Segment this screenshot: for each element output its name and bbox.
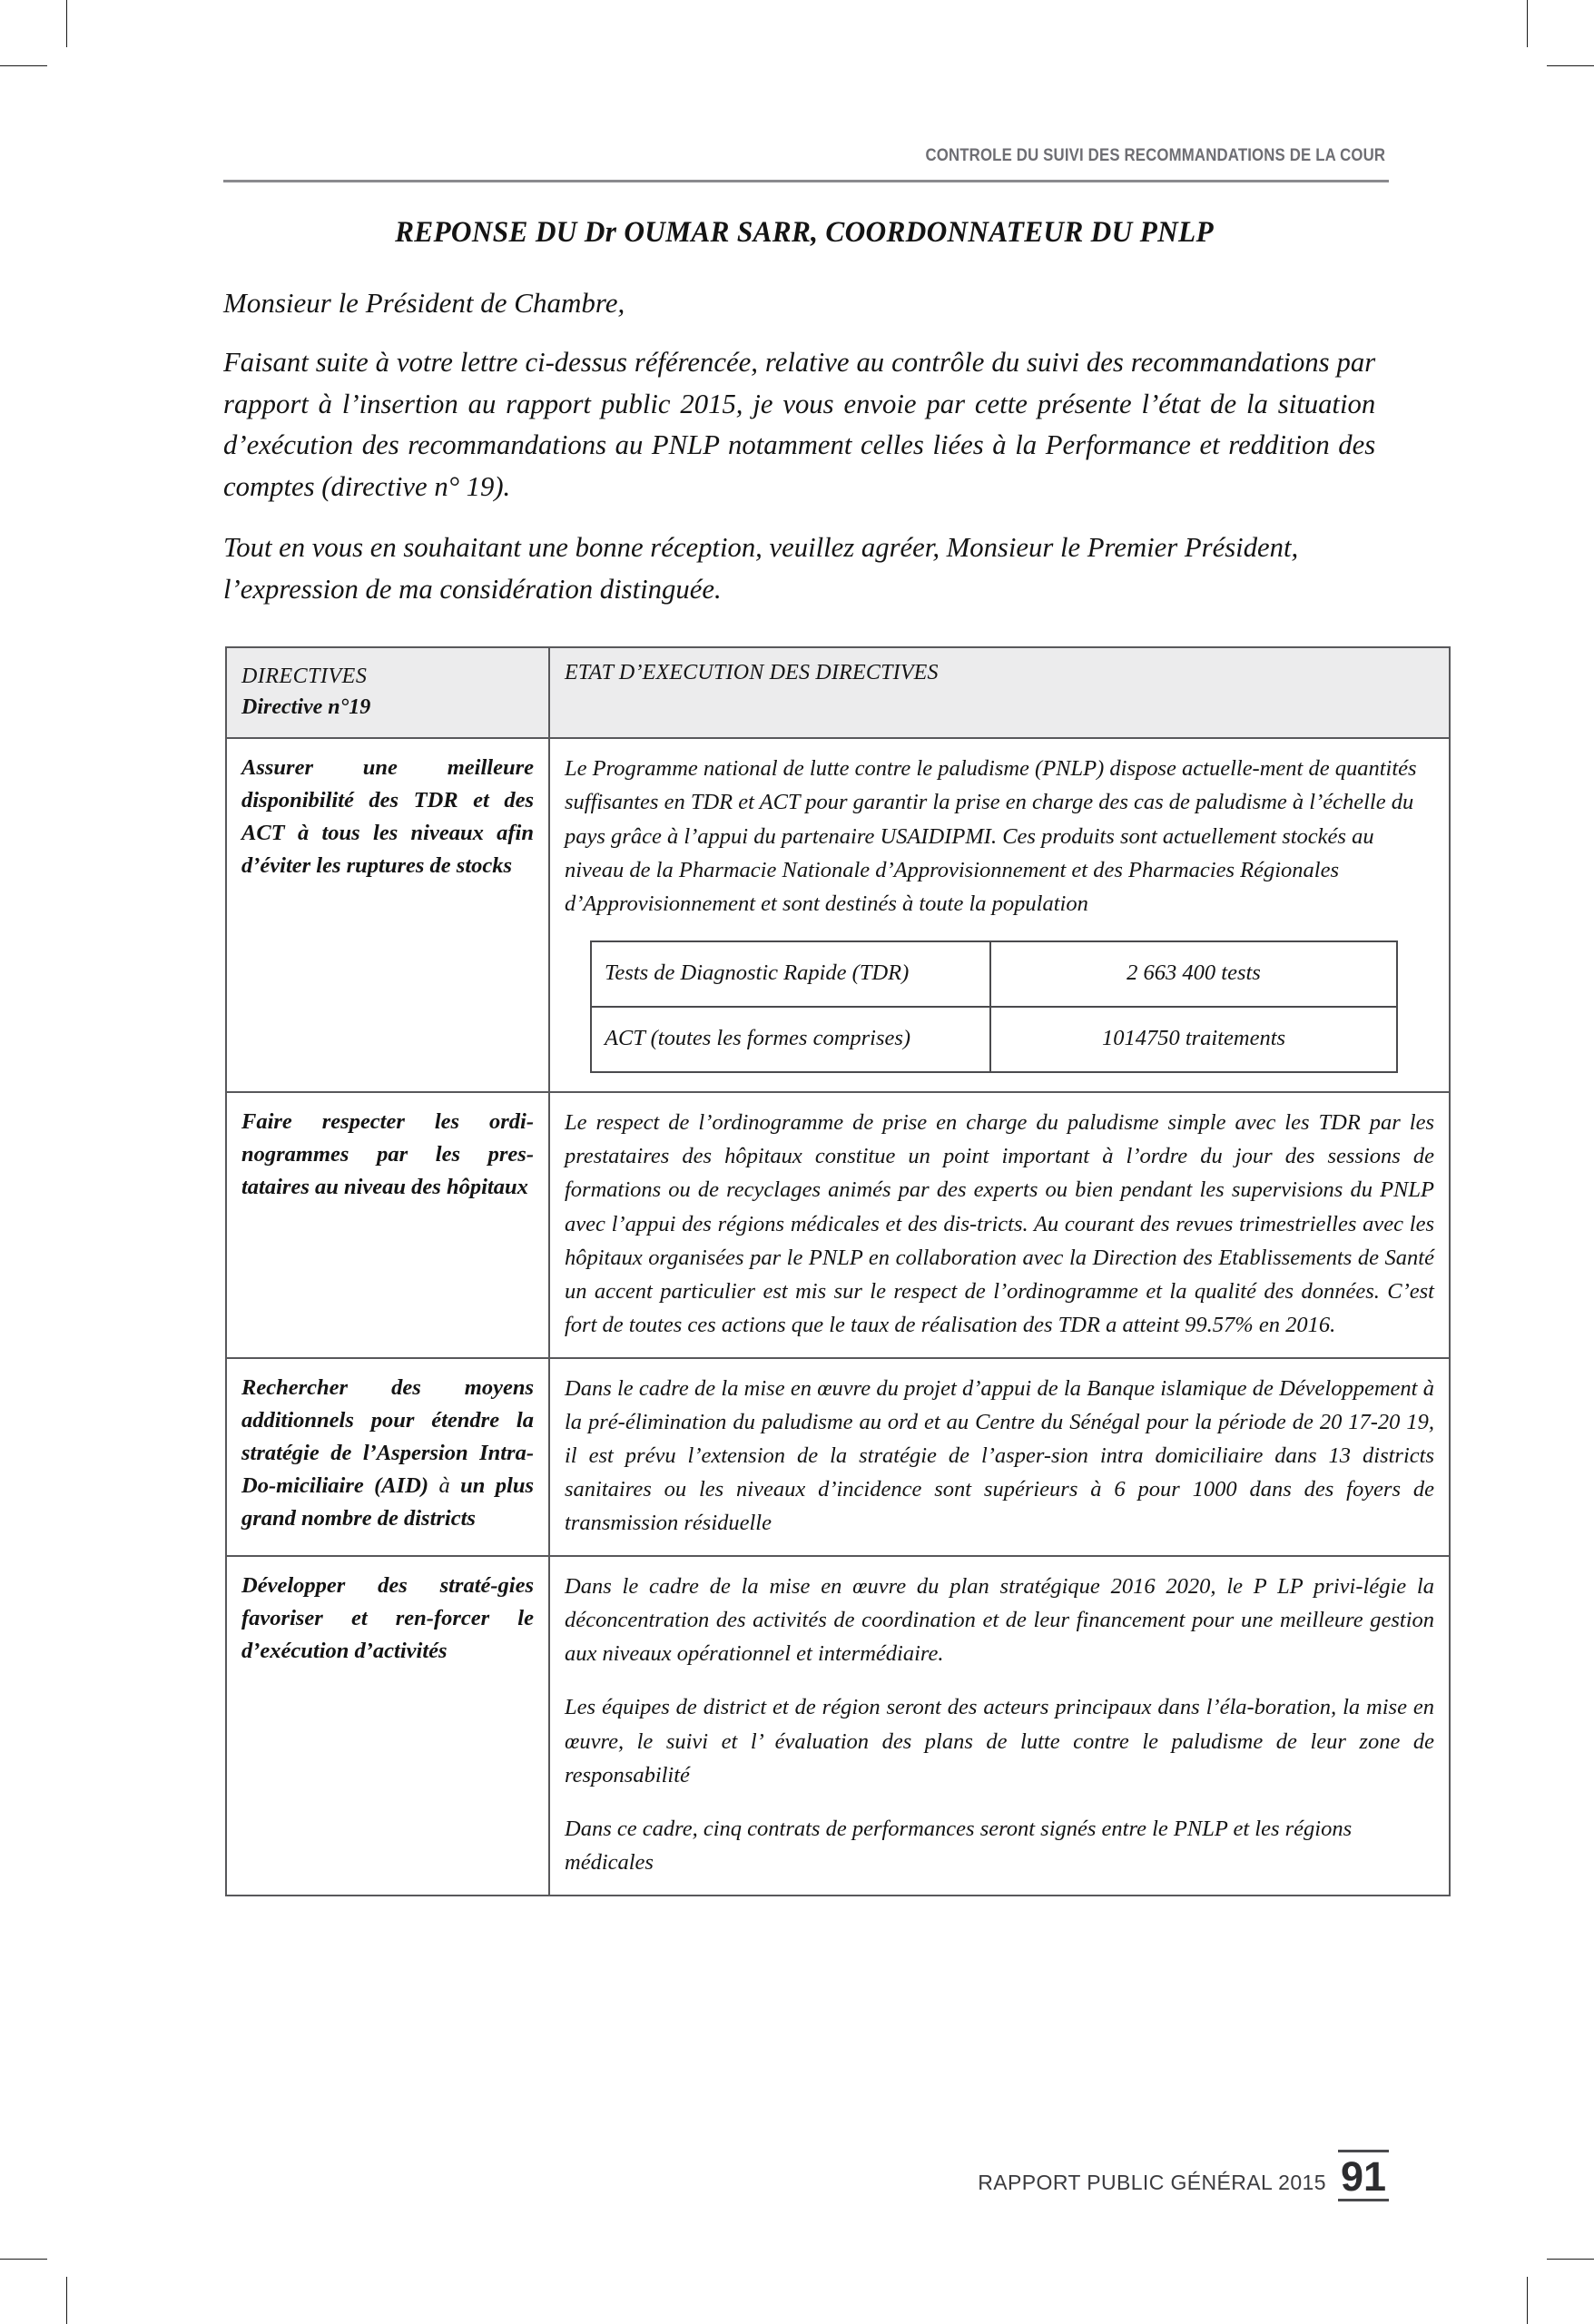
page-title: REPONSE DU Dr OUMAR SARR, COORDONNATEUR DU PNLP — [395, 216, 1214, 249]
execution-paragraph: Dans le cadre de la mise en œuvre du projet d’appui de la Banque islamique de Développement à la pré-élimination du paludisme au ord et au Centre du Sénégal pour la période de 20 17-20 19, il est prévu l’extension de la stratégie de l’asper-sion intra domiciliaire dans 13 districts sanitaires ou les niveaux d’incidence sont supérieurs à 6 pour 1000 dans des foyers de transmission résiduelle — [565, 1375, 1434, 1536]
execution-cell-1 — [549, 738, 1450, 1092]
crop-mark-bottom-right-horizontal — [1547, 2259, 1594, 2260]
directives-table — [225, 646, 1451, 1896]
table-row — [226, 738, 1450, 1092]
letter-paragraph-2: Tout en vous en souhaitant une bonne réception, veuillez agréer, Monsieur le Premier Président, l’expression de ma considération distinguée. — [223, 531, 1299, 605]
crop-mark-top-right-horizontal — [1547, 65, 1594, 66]
stock-label-act: ACT (toutes les formes comprises) — [591, 1007, 990, 1072]
directive-text-pre: Rechercher des moyens additionnels pour étendre la stratégie de l’Aspersion Intra-Do-miciliaire (AID) — [241, 1374, 534, 1498]
footer-report-label: RAPPORT PUBLIC GÉNÉRAL 2015 — [978, 2171, 1326, 2194]
table-row — [591, 941, 1397, 1007]
letter-paragraph-1: Faisant suite à votre lettre ci-dessus référencée, relative au contrôle du suivi des recommandations par rapport à l’insertion au rapport public 2015, je vous envoie par cette présente l’état de la situation d’exécution des recommandations au PNLP notamment celles liées à la Performance et reddition des comptes (directive n° 19). — [223, 346, 1376, 502]
page-footer — [223, 2150, 1389, 2201]
execution-paragraph: Dans le cadre de la mise en œuvre du plan stratégique 2016 2020, le P LP privi-légie la déconcentration des activités de coordination et de leur financement pour une meilleure gestion aux niveaux opérationnel et intermédiaire. — [565, 1573, 1434, 1667]
table-row — [226, 1556, 1450, 1896]
footer-page-number-box — [1338, 2150, 1389, 2201]
table-row — [226, 1358, 1450, 1556]
directive-cell-1: Assurer une meilleure disponibilité des TDR et des ACT à tous les niveaux afin d’éviter les ruptures de stocks — [226, 738, 549, 1092]
crop-mark-bottom-left-vertical — [66, 2277, 67, 2324]
table-header-directives-cell — [226, 647, 549, 738]
crop-mark-top-left-vertical — [66, 0, 67, 47]
table-row — [226, 1092, 1450, 1358]
letter-body — [223, 283, 1387, 609]
execution-paragraph: Le Programme national de lutte contre le paludisme (PNLP) dispose actuelle-ment de quantités suffisantes en TDR et ACT pour garantir la prise en charge des cas de paludisme à l’échelle du pays grâce à l’appui du partenaire USAIDIPMI. Ces produits sont actuellement stockés au niveau de la Pharmacie Nationale d’Approvisionnement et des Pharmacies Régionales d’Approvisionnement et sont destinés à toute la population — [565, 756, 1417, 917]
stock-value-act: 1014750 traitements — [990, 1007, 1397, 1072]
stock-figures-table — [590, 940, 1398, 1073]
running-header-text: CONTROLE DU SUIVI DES RECOMMANDATIONS DE LA COUR — [925, 145, 1385, 165]
crop-mark-top-left-horizontal — [0, 65, 47, 66]
stock-label-tdr: Tests de Diagnostic Rapide (TDR) — [591, 941, 990, 1007]
directive-text-post: un plus grand nombre de districts — [241, 1472, 534, 1531]
table-header-execution-cell — [549, 647, 1450, 738]
table-row — [591, 1007, 1397, 1072]
salutation: Monsieur le Président de Chambre, — [223, 287, 625, 319]
directive-cell-3 — [226, 1358, 549, 1556]
execution-paragraph: Les équipes de district et de région seront des acteurs principaux dans l’éla-boration, la mise en œuvre, le suivi et l’ évaluation des plans de lutte contre le paludisme de leur zone de responsabilité — [565, 1695, 1434, 1787]
execution-paragraph: Le respect de l’ordinogramme de prise en charge du paludisme simple avec les TDR par les prestataires des hôpitaux constitue un point important à l’ordre du jour des sessions de formations ou de recyclages animés par des experts ou bien pendant les supervisions du PNLP avec l’appui des régions médicales et des dis-tricts. Au courant des revues trimestrielles avec les hôpitaux organisées par le PNLP en collaboration avec la Direction des Etablissements de Santé un accent particulier est mis sur le respect de l’ordinogramme et la qualité des données. C’est fort de toutes ces actions que le taux de réalisation des TDR a atteint 99.57% en 2016. — [565, 1109, 1434, 1338]
crop-mark-bottom-left-horizontal — [0, 2259, 47, 2260]
execution-cell-2 — [549, 1092, 1450, 1358]
execution-paragraph: Dans ce cadre, cinq contrats de performances seront signés entre le PNLP et les régions médicales — [565, 1817, 1353, 1876]
execution-cell-4 — [549, 1556, 1450, 1896]
crop-mark-bottom-right-vertical — [1527, 2277, 1528, 2324]
running-header-rule — [223, 180, 1389, 182]
running-header — [223, 145, 1385, 166]
directive-cell-2: Faire respecter les ordi-nogrammes par les pres-tataires au niveau des hôpitaux — [226, 1092, 549, 1358]
directives-table-wrapper — [225, 646, 1434, 1896]
execution-cell-3 — [549, 1358, 1450, 1556]
stock-value-tdr: 2 663 400 tests — [990, 941, 1397, 1007]
directive-cell-4: Développer des straté-gies favoriser et ren-forcer le d’exécution d’activités — [226, 1556, 549, 1896]
directive-text-mid: à — [438, 1472, 450, 1498]
table-header-directive-number: Directive n°19 — [241, 695, 371, 720]
table-header-row — [226, 647, 1450, 738]
table-header-directives-label: DIRECTIVES — [241, 665, 368, 688]
table-header-execution-label: ETAT D’EXECUTION DES DIRECTIVES — [565, 661, 939, 684]
crop-mark-top-right-vertical — [1527, 0, 1528, 47]
footer-page-number: 91 — [1340, 2153, 1386, 2200]
